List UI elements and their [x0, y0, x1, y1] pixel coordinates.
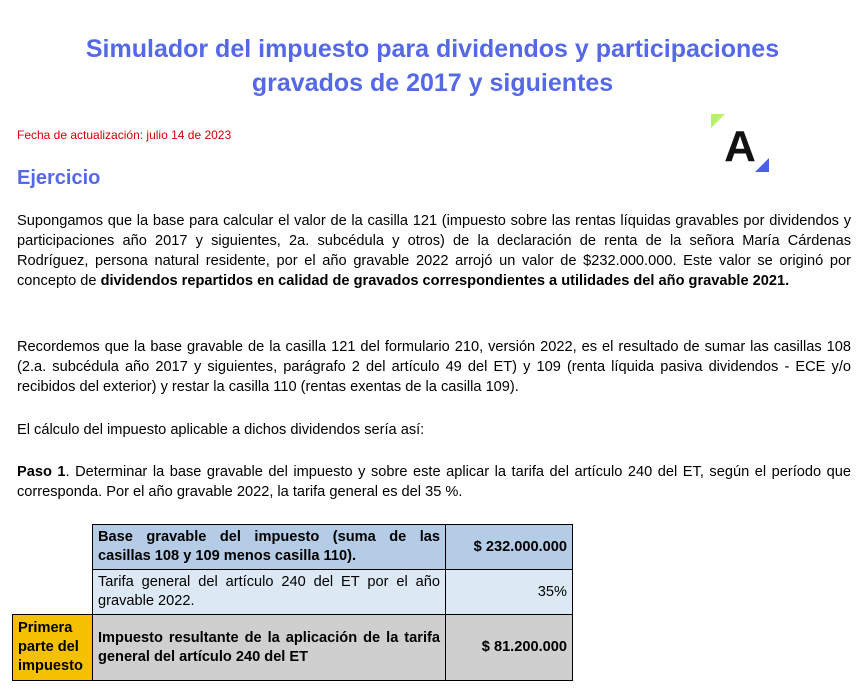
- table-row: [13, 615, 573, 681]
- paragraph-1-text: Supongamos que la base para calcular el valor de la casilla 121 (impuesto sobre las rentas líquidas gravables por dividendos y participaciones año 2017 y siguientes, 2a. subcédula y otros) de la declaración de renta de la señora María Cárdenas Rodríguez, persona natural residente, por el año gravable 2022 arrojó un valor de $232.000.000. Este valor se originó por concepto de: [17, 213, 851, 289]
- paragraph-4-bold: Paso 1: [17, 464, 66, 480]
- table-row: [13, 570, 573, 615]
- title-line-1: Simulador del impuesto para dividendos y participaciones: [85, 35, 780, 63]
- paragraph-3: El cálculo del impuesto aplicable a dichos dividendos sería así:: [17, 422, 425, 438]
- actualicese-logo-icon: [711, 114, 769, 172]
- paragraph-2: Recordemos que la base gravable de la casilla 121 del formulario 210, versión 2022, es el resultado de sumar las casillas 108 (2.a. subcédula año 2017 y siguientes, parágrafo 2 del artículo 49 del ET) y 109 (renta líquida pasiva dividendos - ECE y/o recibidos del exterior) y restar la casilla 110 (rentas exentas de la casilla 109).: [17, 339, 851, 395]
- page-title: [20, 32, 845, 100]
- row3-desc: Impuesto resultante de la aplicación de la tarifa general del artículo 240 del ET: [93, 615, 446, 681]
- table-row: [13, 525, 573, 570]
- logo-letter: A: [724, 122, 756, 171]
- row1-value: $ 232.000.000: [446, 525, 573, 570]
- row1-desc: Base gravable del impuesto (suma de las casillas 108 y 109 menos casilla 110).: [93, 525, 446, 570]
- row3-value: $ 81.200.000: [446, 615, 573, 681]
- row2-desc: Tarifa general del artículo 240 del ET por el año gravable 2022.: [93, 570, 446, 615]
- paragraph-4: [17, 462, 851, 502]
- paragraph-1-bold: dividendos repartidos en calidad de gravados correspondientes a utilidades del año gravable 2021.: [100, 273, 790, 289]
- tax-table: [12, 524, 573, 681]
- row2-value: 35%: [446, 570, 573, 615]
- update-date: Fecha de actualización: julio 14 de 2023: [17, 128, 232, 142]
- paragraph-1: [17, 211, 851, 291]
- row3-label: Primera parte del impuesto: [13, 615, 93, 681]
- section-title: Ejercicio: [17, 167, 101, 189]
- title-line-2: gravados de 2017 y siguientes: [251, 69, 614, 97]
- paragraph-4-text: . Determinar la base gravable del impuesto y sobre este aplicar la tarifa del artículo 240 del ET, según el período que corresponda. Por el año gravable 2022, la tarifa general es del 35 %.: [17, 464, 851, 500]
